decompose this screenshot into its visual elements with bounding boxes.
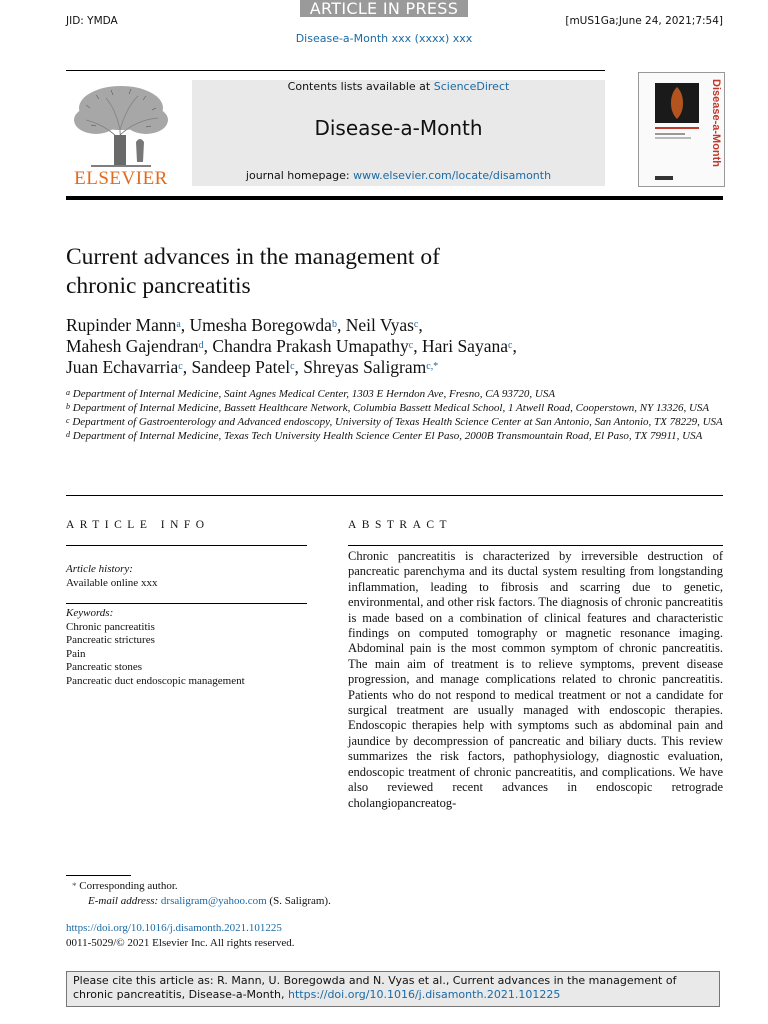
affiliation-marker[interactable]: d — [198, 340, 204, 351]
affiliation-key: c — [66, 416, 70, 425]
affiliation-marker[interactable]: c — [290, 361, 295, 372]
abstract-rule — [348, 545, 723, 546]
footnote — [66, 879, 331, 909]
journal-homepage-line — [192, 169, 605, 182]
manuscript-info: [mUS1Ga;June 24, 2021;7:54] — [565, 15, 723, 27]
article-info-rule — [66, 545, 307, 546]
footnote-rule — [66, 875, 131, 876]
affiliation-item — [66, 429, 726, 443]
affiliation-text: Department of Gastroenterology and Advanced endoscopy, University of Texas Health Science Center at San Antonio, San Antonio, TX 78229, USA — [72, 416, 723, 428]
affiliation-key: a — [66, 388, 70, 397]
article-in-press-banner: ARTICLE IN PRESS — [300, 0, 468, 17]
affiliation-marker[interactable]: c — [507, 340, 513, 351]
keywords-rule — [66, 603, 307, 604]
article-title — [66, 243, 626, 301]
article-info-heading: ARTICLE INFO — [66, 519, 210, 531]
keyword-item: Pain — [66, 647, 86, 660]
affiliation-text: Department of Internal Medicine, Saint Agnes Medical Center, 1303 E Herndon Ave, Fresno, CA 93720, USA — [72, 388, 556, 400]
citation-box — [66, 971, 720, 1007]
keywords-block — [66, 607, 245, 688]
keyword-item: Pancreatic stones — [66, 661, 143, 673]
affiliation-marker[interactable]: c — [408, 340, 414, 351]
homepage-link[interactable]: www.elsevier.com/locate/disamonth — [353, 169, 552, 182]
citation-text: Please cite this article as: R. Mann, U. Boregowda and N. Vyas et al., Current advances in the management of chronic pancreatitis, Disease-a-Month, — [73, 974, 677, 1001]
author-name[interactable]: Hari Sayana — [421, 336, 508, 356]
author-name[interactable]: Neil Vyas — [345, 315, 414, 335]
homepage-prefix: journal homepage: — [245, 169, 354, 182]
author-name[interactable]: Chandra Prakash Umapathy — [212, 336, 409, 356]
keyword-item: Pancreatic duct endoscopic management — [66, 674, 245, 687]
author-name[interactable]: Juan Echavarria — [66, 357, 179, 377]
asterisk-icon: * — [72, 881, 77, 891]
affiliation-list — [66, 387, 726, 443]
email-link[interactable]: drsaligram@yahoo.com — [160, 895, 267, 907]
section-rule — [66, 495, 723, 496]
affiliation-marker[interactable]: c — [413, 319, 419, 330]
masthead-bottom-rule — [66, 196, 723, 200]
author-name[interactable]: Sandeep Patel — [191, 357, 291, 377]
contents-prefix: Contents lists available at — [287, 80, 434, 93]
affiliation-key: b — [66, 402, 70, 411]
author-name[interactable]: Shreyas Saligram — [303, 357, 427, 377]
journal-cover-thumbnail — [638, 72, 725, 187]
email-label: E-mail address: — [88, 895, 161, 907]
cover-art — [639, 73, 724, 186]
affiliation-item — [66, 387, 726, 401]
affiliation-item — [66, 415, 726, 429]
affiliation-marker[interactable]: c — [178, 361, 183, 372]
affiliation-text: Department of Internal Medicine, Bassett Healthcare Network, Columbia Bassett Medical School, 1 Atwell Road, Cooperstown, NY 13326, USA — [72, 402, 710, 414]
affiliation-marker[interactable]: a — [176, 319, 181, 330]
doi-link[interactable]: https://doi.org/10.1016/j.disamonth.2021.101225 — [66, 922, 282, 934]
keyword-item: Pancreatic strictures — [66, 634, 155, 646]
elsevier-wordmark: ELSEVIER — [74, 168, 168, 189]
copyright-line: 0011-5029/© 2021 Elsevier Inc. All rights reserved. — [66, 937, 295, 949]
cover-title: Disease-a-Month — [710, 79, 722, 168]
citation-doi-link[interactable]: https://doi.org/10.1016/j.disamonth.2021.101225 — [288, 988, 561, 1001]
author-name[interactable]: Rupinder Mann — [66, 315, 177, 335]
author-list: Rupinder Mann$^a$, Umesha Boregowda$^b$, Neil Vyas$^c$, Mahesh Gajendran$^d$, Chandra Prakash Umapathy$^c$, Hari Sayana$^c$, Juan Echavarria$^c$, Sandeep Patel$^c$, Shreyas Saligram$^{c,*}$ — [66, 315, 517, 377]
affiliation-key: d — [66, 430, 70, 439]
history-label: Article history: — [66, 563, 133, 575]
doi-block — [66, 921, 295, 951]
affiliation-marker[interactable]: c,* — [426, 361, 439, 372]
author-name[interactable]: Mahesh Gajendran — [66, 336, 199, 356]
history-value: Available online xxx — [66, 577, 158, 589]
email-suffix: (S. Saligram). — [266, 895, 331, 907]
affiliation-text: Department of Internal Medicine, Texas Tech University Health Science Center El Paso, 2000B Transmountain Road, El Paso, TX 79911, USA — [72, 430, 703, 442]
title-line-1: Current advances in the management of — [66, 244, 440, 270]
sciencedirect-link[interactable]: ScienceDirect — [433, 80, 510, 93]
journal-citation-line[interactable]: Disease-a-Month xxx (xxxx) xxx — [295, 32, 473, 45]
article-history — [66, 562, 157, 590]
title-line-2: chronic pancreatitis — [66, 273, 251, 299]
author-name[interactable]: Umesha Boregowda — [189, 315, 332, 335]
keywords-label: Keywords: — [66, 607, 114, 619]
abstract-heading: ABSTRACT — [348, 519, 453, 531]
contents-line — [192, 80, 605, 93]
journal-title: Disease-a-Month — [314, 116, 483, 140]
masthead-top-rule — [66, 70, 605, 71]
keyword-item: Chronic pancreatitis — [66, 620, 155, 633]
corresponding-author-note: Corresponding author. — [79, 880, 178, 892]
abstract-text: Chronic pancreatitis is characterized by irreversible destruction of pancreatic parenchyma and its ductal system resulting from longstanding inflammation, leading to fibrosis and scarring due to genetic, environmental, and other risk factors. The diagnosis of chronic pancreatitis is made based on a combination of clinical features and characteristic findings on computed tomography or magnetic resonance imaging. Abdominal pain is the most common symptom of chronic pancreatitis. The main aim of treatment is to relieve symptoms, prevent disease progression, and manage complications related to chronic pancreatitis. Patients who do not respond to medical treatment or not a candidate for surgical treatment are usually managed with endoscopic therapies. Endoscopic therapies help with symptoms such as abdominal pain and jaundice by decompression of pancreatic and biliary ducts. This review summarizes the risk factors, pathophysiology, diagnostic evaluation, endoscopic treatment of chronic pancreatitis, and complications. We have also reviewed recent advances in endoscopic retrograde cholangiopancreatog- — [348, 549, 723, 810]
affiliation-item — [66, 401, 726, 415]
journal-id: JID: YMDA — [66, 15, 118, 27]
affiliation-marker[interactable]: b — [331, 319, 337, 330]
